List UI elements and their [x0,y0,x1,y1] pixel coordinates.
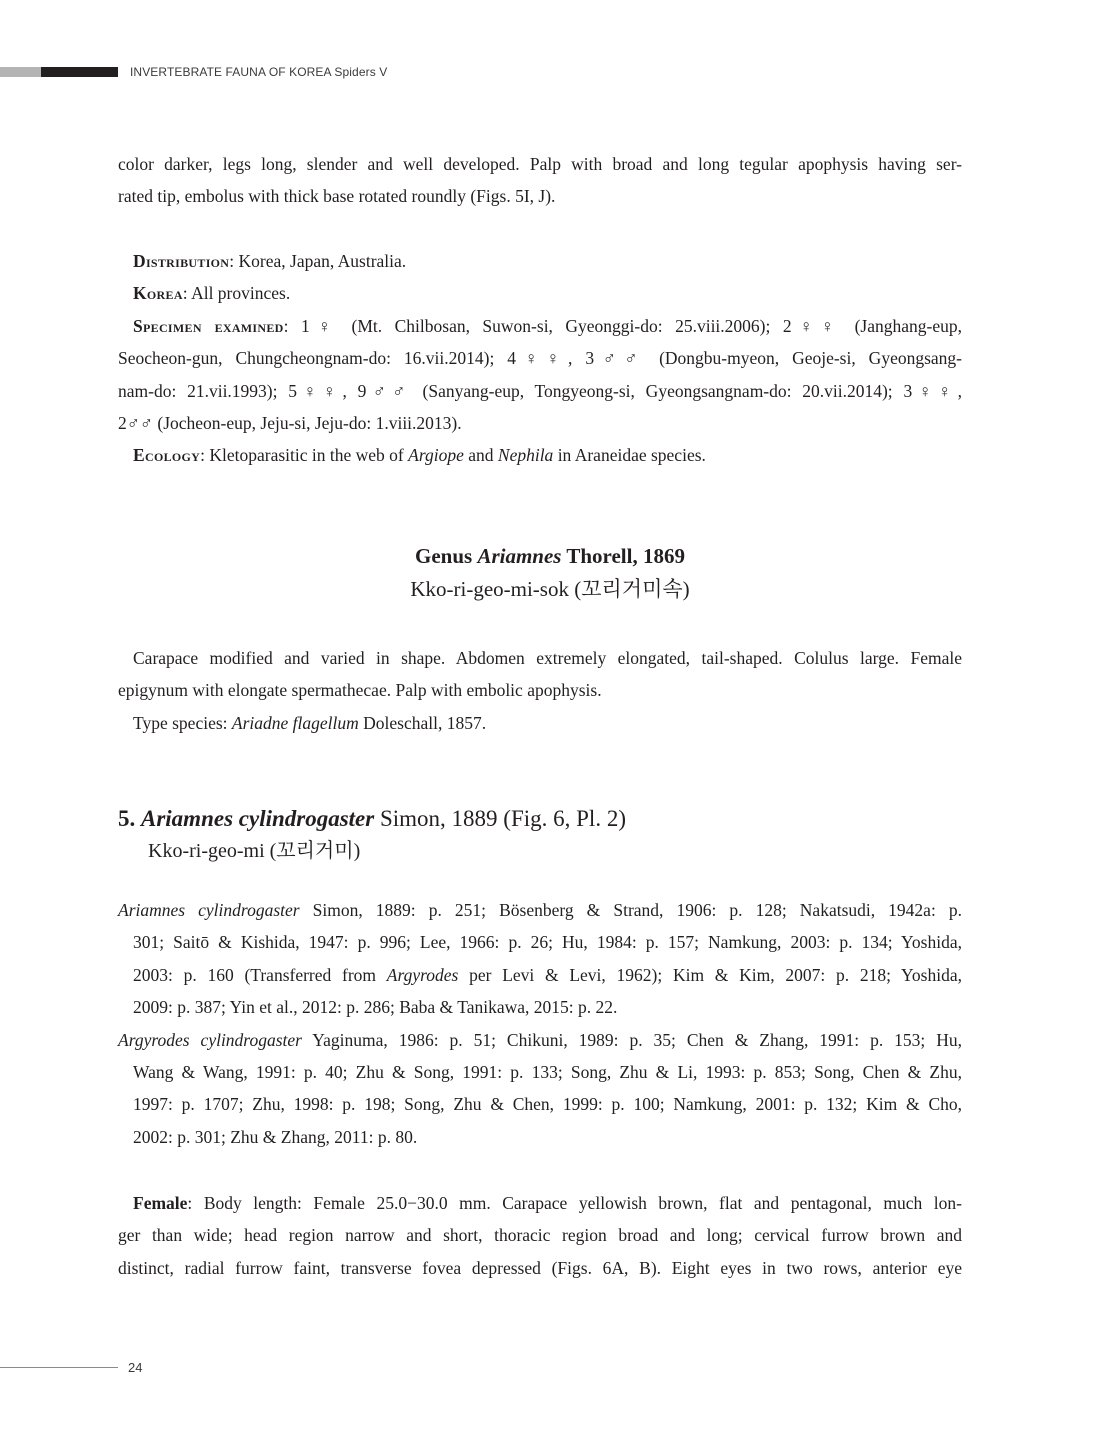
specimen-label: Specimen examined [133,315,284,336]
footer-rule [0,1367,118,1368]
ecology-line [118,439,962,471]
genus-desc-line: Carapace modified and varied in shape. Abdomen extremely elongated, tail-shaped. Colulus large. Female [133,648,962,668]
distribution-text: : Korea, Japan, Australia. [229,251,407,271]
ecology-genus: Argiope [408,445,464,466]
synonymy-line: 2002: p. 301; Zhu & Zhang, 2011: p. 80. [133,1126,418,1147]
ecology-text: and [463,445,498,466]
specimen-line: Seocheon-gun, Chungcheongnam-do: 16.vii.2014); 4♀♀, 3♂♂ (Dongbu-myeon, Geoje-si, Gyeongsang- [118,348,962,369]
intro-line: rated tip, embolus with thick base rotated roundly (Figs. 5I, J). [118,186,556,207]
genus-description [118,642,962,739]
species-author: Simon, 1889 (Fig. 6, Pl. 2) [374,806,626,831]
type-species-name: Ariadne flagellum [231,712,359,733]
species-title [118,803,626,835]
species-name: Ariamnes cylindrogaster [141,806,375,831]
synonymy-line: 2009: p. 387; Yin et al., 2012: p. 286; Baba & Tanikawa, 2015: p. 22. [133,997,618,1018]
ecology-text: : Kletoparasitic in the web of [200,445,409,466]
synonymy-line: Ariamnes cylindrogaster Simon, 1889: p. 251; Bösenberg & Strand, 1906: p. 128; Nakatsudi, 1942a: p. [118,900,963,920]
female-line: ger than wide; head region narrow and short, thoracic region broad and long; cervical furrow brown and [118,1225,962,1246]
header-bar-gray [0,67,41,77]
synonymy-line: Wang & Wang, 1991: p. 40; Zhu & Song, 1991: p. 133; Song, Zhu & Li, 1993: p. 853; Song, Chen & Zhu, [133,1062,962,1083]
female-line: Female: Body length: Female 25.0−30.0 mm. Carapace yellowish brown, flat and pentagonal, much lon- [133,1193,962,1213]
synonym-name: Ariamnes cylindrogaster [118,900,300,920]
ecology-label: Ecology [133,445,201,466]
female-line: distinct, radial furrow faint, transverse fovea depressed (Figs. 6A, B). Eight eyes in two rows, anterior eye [118,1257,962,1278]
genus-title: Genus Ariamnes Thorell, 1869 [415,544,685,568]
running-title: INVERTEBRATE FAUNA OF KOREA Spiders V [130,65,388,79]
intro-paragraph [118,148,962,213]
distribution-label: Distribution [133,251,230,271]
records-block [118,245,962,472]
female-description [118,1187,962,1284]
synonym-name: Argyrodes cylindrogaster [118,1029,302,1050]
synonymy-list [118,894,962,1153]
synonymy-line: Argyrodes cylindrogaster Yaginuma, 1986: p. 51; Chikuni, 1989: p. 35; Chen & Zhang, 1991: p. 153; Hu, [118,1029,963,1050]
distribution-line [118,245,962,277]
species-heading [118,803,626,867]
specimen-line: 2♂♂ (Jocheon-eup, Jeju-si, Jeju-do: 1.viii.2013). [118,413,462,434]
specimen-line: nam-do: 21.vii.1993); 5♀♀, 9♂♂ (Sanyang-eup, Tongyeong-si, Gyeongsangnam-do: 20.vii.2014); 3♀♀, [118,380,962,401]
genus-name: Ariamnes [477,544,562,568]
genus-heading [0,540,1100,606]
type-species-line: Type species: Ariadne flagellum Doleschall, 1857. [133,712,487,733]
korea-label: Korea [133,283,183,304]
page-number: 24 [128,1360,143,1375]
species-number: 5. [118,806,136,831]
korea-text: : All provinces. [182,283,291,304]
synonymy-line: 301; Saitō & Kishida, 1947: p. 996; Lee, 1966: p. 26; Hu, 1984: p. 157; Namkung, 2003: p. 134; Yoshida, [133,932,962,953]
genus-korean-name: Kko-ri-geo-mi-sok (꼬리거미속) [410,577,690,601]
specimen-line [118,310,962,342]
ecology-genus: Nephila [497,445,554,466]
specimen-text: : 1♀ (Mt. Chilbosan, Suwon-si, Gyeonggi-do: 25.viii.2006); 2♀♀ (Janghang-eup, [283,315,962,336]
female-label: Female [133,1193,188,1213]
korea-line [118,277,962,309]
header-bar-black [41,67,118,77]
synonymy-line: 2003: p. 160 (Transferred from Argyrodes per Levi & Levi, 1962); Kim & Kim, 2007: p. 218; Yoshida, [133,964,962,985]
ecology-text: in Araneidae species. [553,445,706,466]
intro-line: color darker, legs long, slender and well developed. Palp with broad and long tegular apophysis having ser- [118,154,962,174]
synonymy-line: 1997: p. 1707; Zhu, 1998: p. 198; Song, Zhu & Chen, 1999: p. 100; Namkung, 2001: p. 132; Kim & Cho, [133,1094,962,1115]
species-korean-name: Kko-ri-geo-mi (꼬리거미) [148,840,361,862]
genus-desc-line: epigynum with elongate spermathecae. Palp with embolic apophysis. [118,680,602,701]
